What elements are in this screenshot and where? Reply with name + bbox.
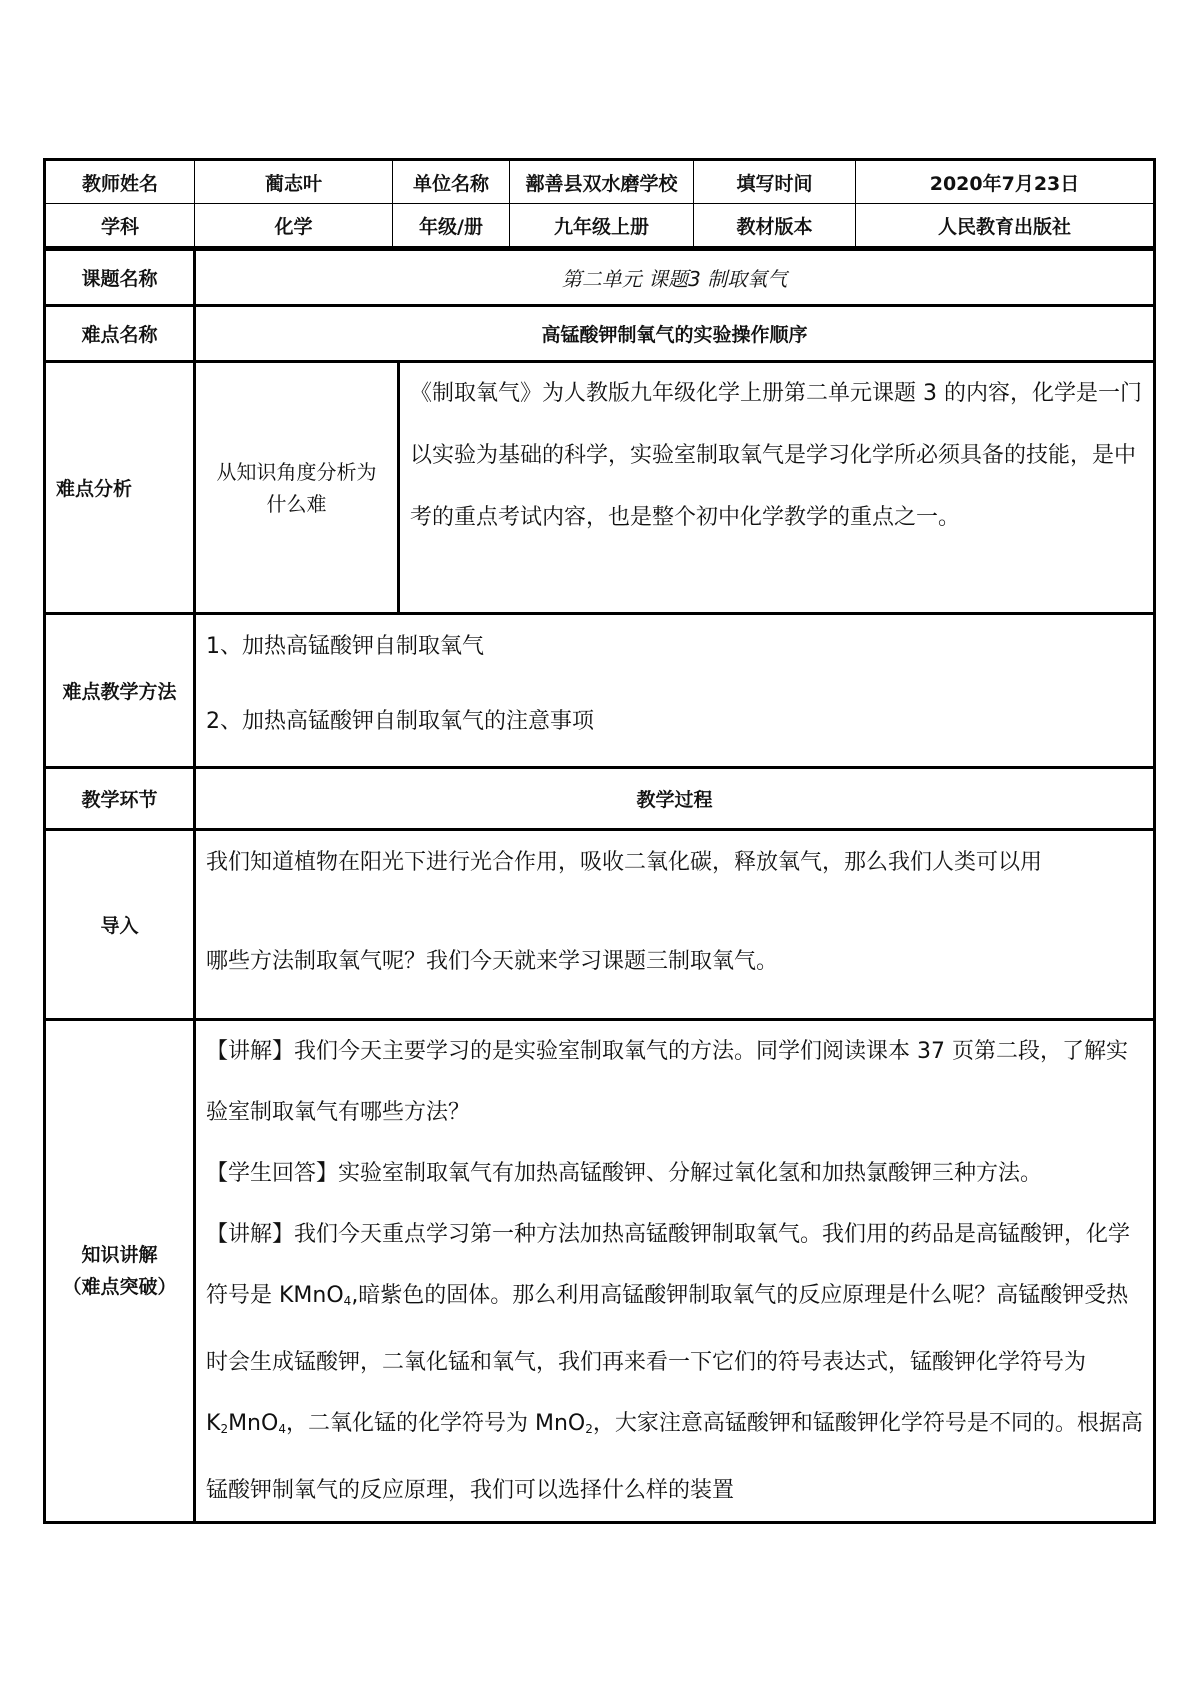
knowledge-p3-e: ，大家注意高锰酸钾和锰酸钾化学符号是不同的。根据高锰酸钾制氧气的反应原理，我们可以选择什么样的装置 — [206, 1411, 1143, 1503]
process-value: 教学过程 — [195, 768, 1155, 830]
grade-value: 九年级上册 — [510, 204, 694, 248]
knowledge-p3-d: ，二氧化锰的化学符号为 MnO — [285, 1411, 586, 1436]
intro-content — [195, 830, 1155, 1020]
unit-value: 鄯善县双水磨学校 — [510, 160, 694, 204]
method-item-1: 1、加热高锰酸钾自制取氧气 — [206, 634, 484, 659]
edition-value: 人民教育出版社 — [856, 204, 1155, 248]
method-item-2: 2、加热高锰酸钾自制取氧气的注意事项 — [206, 709, 594, 734]
knowledge-paragraph-2: 【学生回答】实验室制取氧气有加热高锰酸钾、分解过氧化氢和加热氯酸钾三种方法。 — [206, 1161, 1043, 1186]
header-table — [43, 158, 1156, 249]
difficulty-value: 高锰酸钾制氧气的实验操作顺序 — [195, 306, 1155, 362]
intro-line-1: 我们知道植物在阳光下进行光合作用，吸收二氧化碳，释放氧气，那么我们人类可以用 — [206, 850, 1043, 875]
teacher-label: 教师姓名 — [45, 160, 195, 204]
topic-label: 课题名称 — [45, 250, 195, 306]
knowledge-paragraph-3 — [196, 1204, 1153, 1521]
teacher-value: 蔺志叶 — [195, 160, 393, 204]
edition-label: 教材版本 — [694, 204, 856, 248]
analysis-text: 《制取氧气》为人教版九年级化学上册第二单元课题 3 的内容，化学是一门以实验为基础的科学，实验室制取氧气是学习化学所必须具备的技能，是中考的重点考试内容，也是整个初中化学教学的重点之一。 — [399, 362, 1155, 614]
knowledge-paragraph-1: 【讲解】我们今天主要学习的是实验室制取氧气的方法。同学们阅读课本 37 页第二段，了解实验室制取氧气有哪些方法？ — [206, 1039, 1128, 1125]
subject-value: 化学 — [195, 204, 393, 248]
analysis-sub-label: 从知识角度分析为什么难 — [195, 362, 399, 614]
date-value: 2020年7月23日 — [856, 160, 1155, 204]
knowledge-content — [195, 1020, 1155, 1523]
knowledge-p3-sub-1: 4 — [343, 1294, 352, 1308]
knowledge-label — [45, 1020, 195, 1523]
method-label: 难点教学方法 — [45, 614, 195, 768]
intro-line-2: 哪些方法制取氧气呢？我们今天就来学习课题三制取氧气。 — [206, 949, 779, 974]
process-label: 教学环节 — [45, 768, 195, 830]
subject-label: 学科 — [45, 204, 195, 248]
knowledge-p3-sub-2: 2 — [220, 1422, 229, 1436]
lesson-table — [43, 248, 1156, 1524]
unit-label: 单位名称 — [393, 160, 510, 204]
knowledge-p3-sub-4: 2 — [585, 1422, 593, 1436]
analysis-label: 难点分析 — [45, 362, 195, 614]
knowledge-p3-b: ,暗紫色的固体。那么利用高锰酸钾制取氧气的反应原理是什么呢？高锰酸钾受热时会生成锰酸钾，二氧化锰和氧气，我们再来看一下它们的符号表达式，锰酸钾化学符号为 K — [206, 1283, 1129, 1436]
difficulty-label: 难点名称 — [45, 306, 195, 362]
knowledge-p3-sub-3: 4 — [278, 1422, 286, 1436]
intro-label: 导入 — [45, 830, 195, 1020]
knowledge-label-line-1: 知识讲解 — [81, 1244, 158, 1266]
knowledge-p3-c: MnO — [228, 1411, 279, 1436]
date-label: 填写时间 — [694, 160, 856, 204]
grade-label: 年级/册 — [393, 204, 510, 248]
knowledge-label-line-2: （难点突破） — [62, 1276, 177, 1298]
knowledge-p3-a: 【讲解】我们今天重点学习第一种方法加热高锰酸钾制取氧气。我们用的药品是高锰酸钾，化学符号是 KMnO — [206, 1222, 1131, 1308]
topic-value: 第二单元 课题3 制取氧气 — [195, 250, 1155, 306]
method-content — [195, 614, 1155, 768]
